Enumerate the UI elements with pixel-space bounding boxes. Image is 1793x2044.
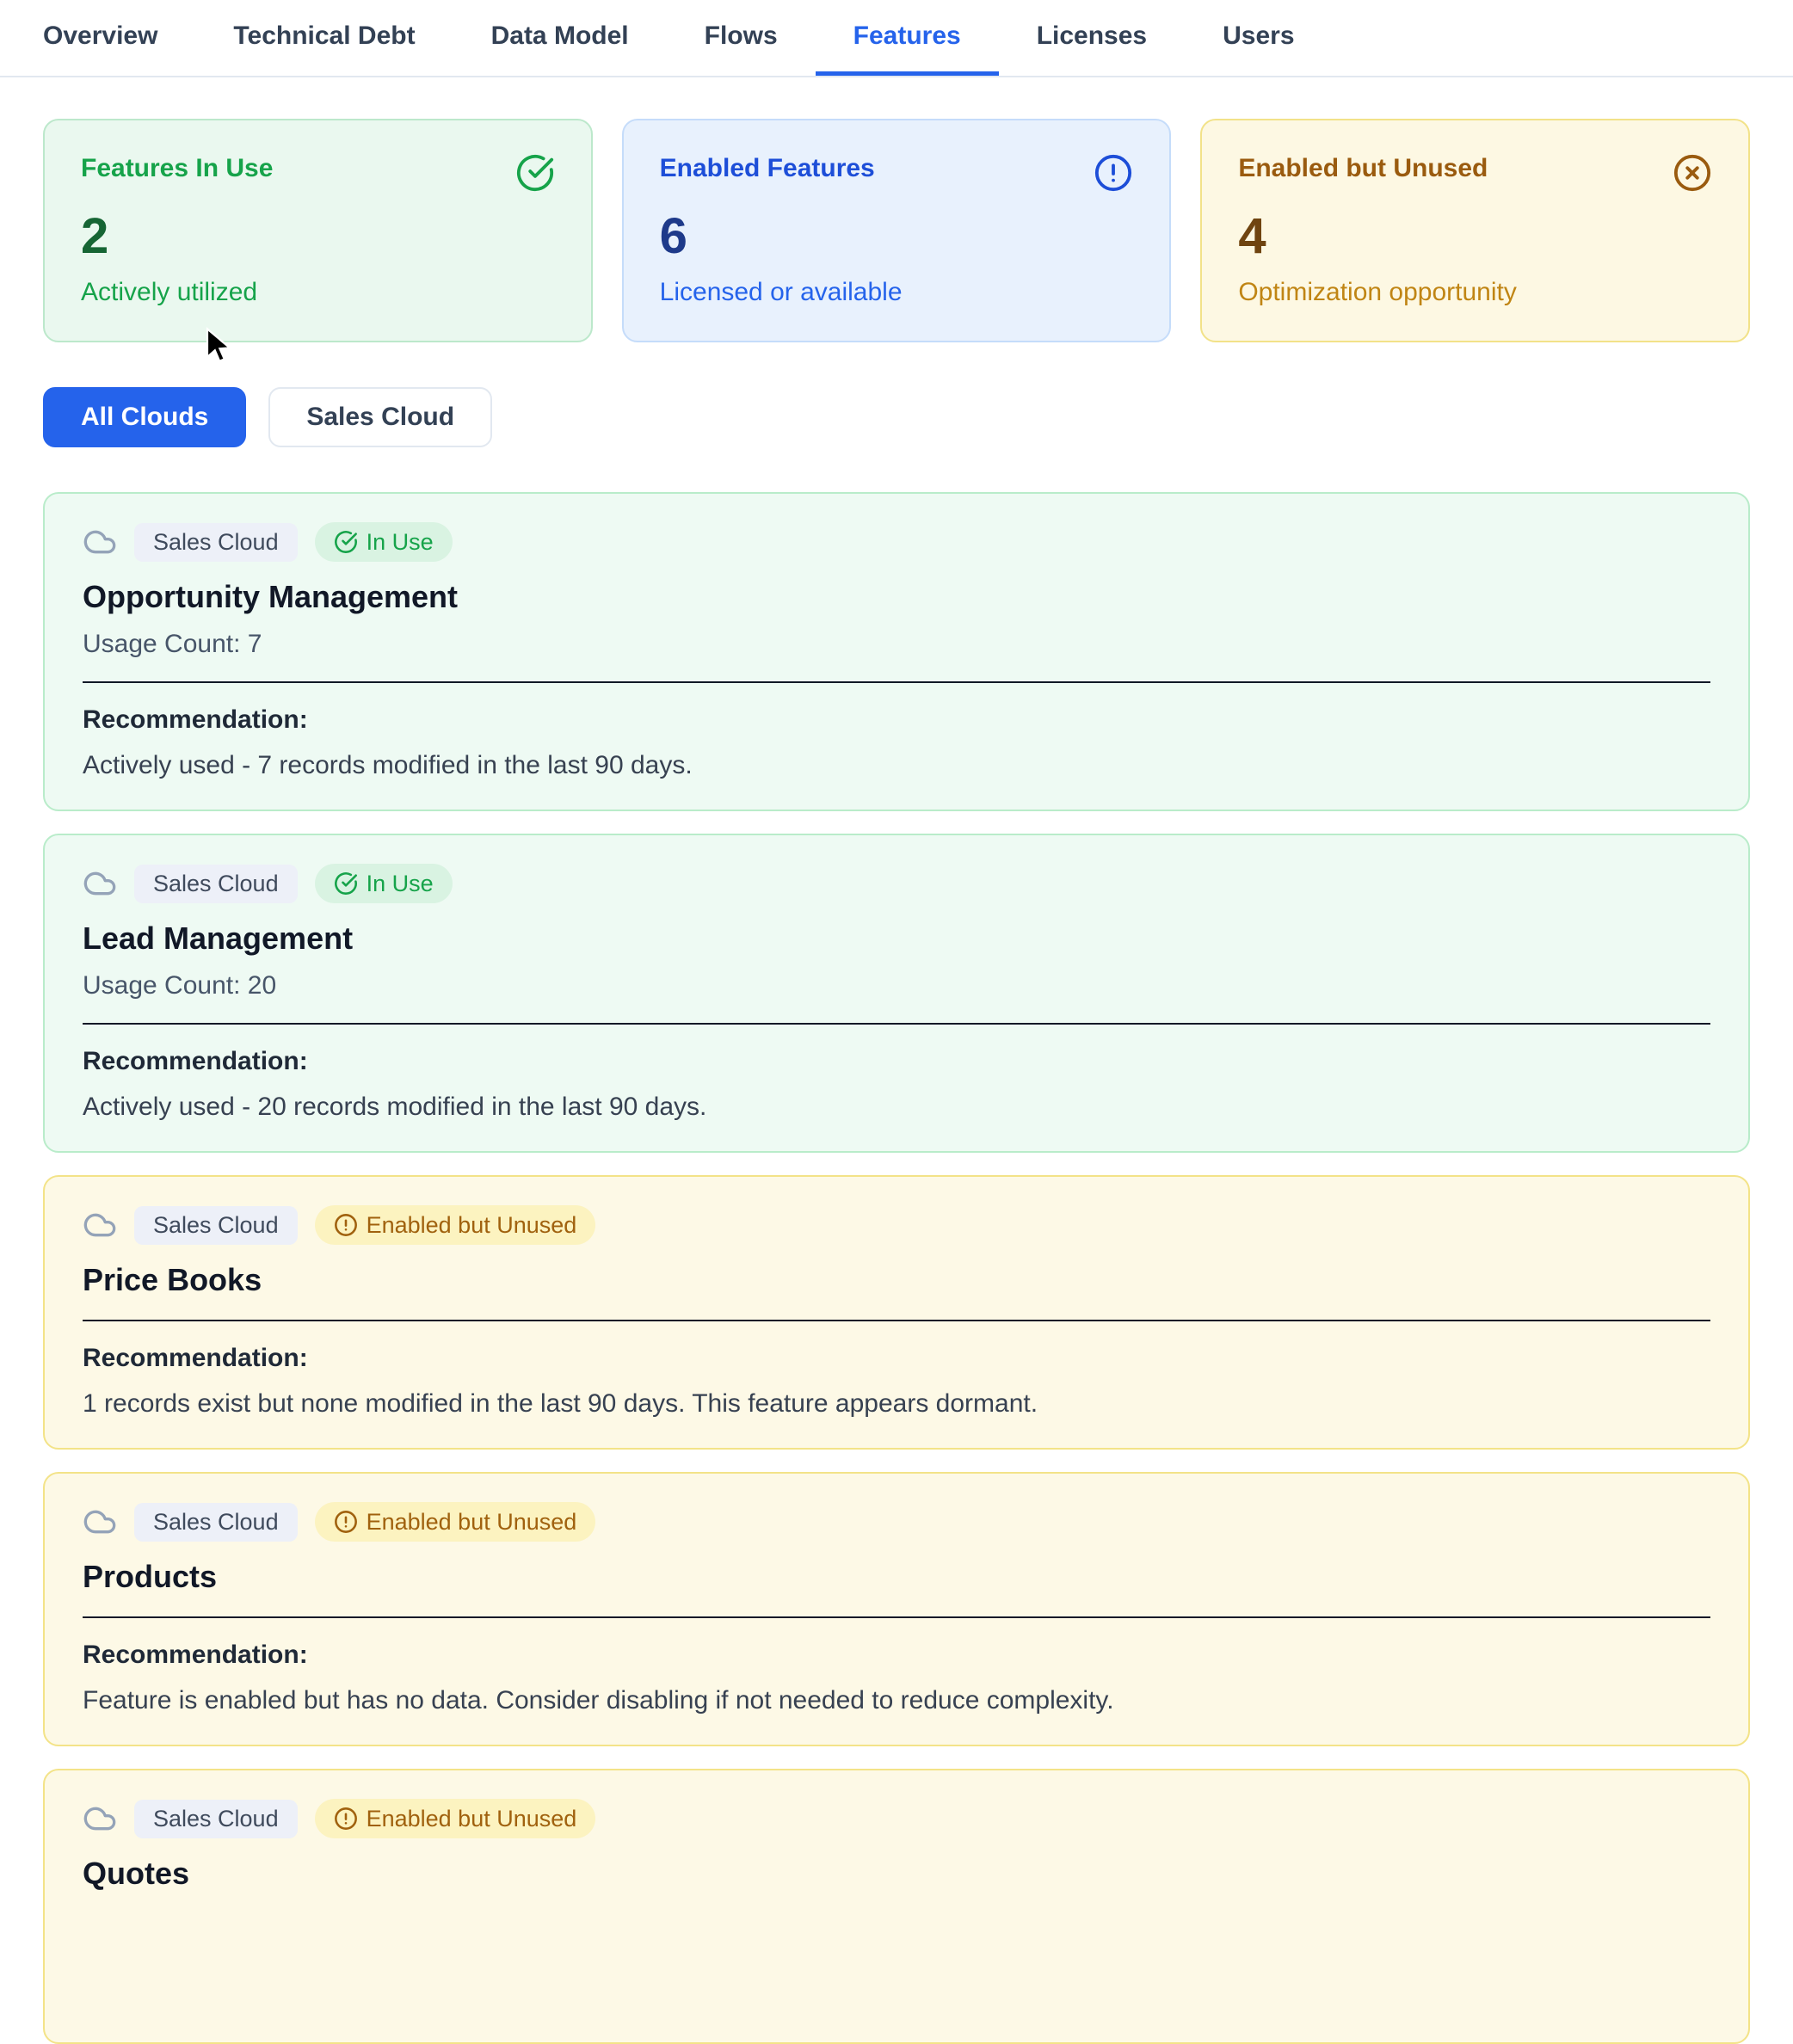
cloud-chip: Sales Cloud: [134, 865, 298, 903]
filter-all-clouds-button[interactable]: All Clouds: [43, 387, 246, 447]
cloud-icon: [83, 1208, 117, 1242]
alert-circle-icon: [334, 1213, 358, 1237]
tab-licenses[interactable]: Licenses: [1036, 21, 1148, 50]
feature-card-lead-management: [43, 834, 1750, 1153]
divider: [83, 681, 1710, 683]
cloud-chip: Sales Cloud: [134, 1800, 298, 1838]
summary-card-value: 2: [81, 208, 109, 264]
status-badge: [315, 864, 453, 903]
cloud-filter-bar: [43, 387, 1750, 447]
summary-card-subtitle: Optimization opportunity: [1238, 278, 1517, 306]
tab-users[interactable]: Users: [1223, 21, 1295, 50]
recommendation-label: Recommendation:: [83, 1641, 308, 1669]
recommendation-label: Recommendation:: [83, 1344, 308, 1372]
summary-card-enabled-features: [622, 119, 1172, 342]
tab-overview[interactable]: Overview: [43, 21, 158, 50]
divider: [83, 1616, 1710, 1618]
cloud-icon: [83, 1801, 117, 1836]
summary-card-enabled-but-unused: [1200, 119, 1750, 342]
feature-title: Price Books: [83, 1262, 262, 1297]
summary-cards: [43, 119, 1750, 342]
cloud-icon: [83, 525, 117, 559]
cloud-chip: Sales Cloud: [134, 1503, 298, 1542]
status-badge: [315, 1799, 596, 1838]
cloud-icon: [83, 866, 117, 901]
summary-card-title: Features In Use: [81, 154, 274, 182]
check-circle-icon: [515, 153, 555, 193]
summary-card-title: Enabled but Unused: [1238, 154, 1488, 182]
feature-list: [43, 492, 1750, 2044]
tab-flows[interactable]: Flows: [704, 21, 778, 50]
alert-circle-icon: [334, 1807, 358, 1831]
cloud-icon: [83, 1505, 117, 1539]
usage-count: Usage Count: 20: [83, 971, 277, 1000]
status-badge-label: Enabled but Unused: [366, 1211, 577, 1238]
alert-circle-icon: [1094, 153, 1133, 193]
recommendation-label: Recommendation:: [83, 705, 308, 734]
recommendation-text: Actively used - 7 records modified in the last 90 days.: [83, 751, 693, 779]
status-badge-label: In Use: [366, 870, 434, 896]
usage-count: Usage Count: 7: [83, 630, 262, 658]
feature-card-quotes: [43, 1769, 1750, 2044]
summary-card-value: 4: [1238, 208, 1266, 264]
summary-card-title: Enabled Features: [659, 154, 875, 182]
feature-title: Products: [83, 1559, 218, 1594]
check-circle-icon: [334, 871, 358, 896]
cloud-chip: Sales Cloud: [134, 523, 298, 562]
divider: [83, 1320, 1710, 1321]
summary-card-subtitle: Actively utilized: [81, 278, 258, 306]
feature-title: Lead Management: [83, 920, 354, 956]
summary-card-value: 6: [659, 208, 687, 264]
feature-title: Opportunity Management: [83, 579, 459, 614]
recommendation-text: Feature is enabled but has no data. Consider disabling if not needed to reduce complexity.: [83, 1686, 1114, 1715]
tab-bar: [0, 0, 1793, 77]
recommendation-text: Actively used - 20 records modified in the last 90 days.: [83, 1093, 707, 1121]
status-badge: [315, 1502, 596, 1542]
summary-card-subtitle: Licensed or available: [659, 278, 903, 306]
status-badge-label: In Use: [366, 528, 434, 555]
tab-features[interactable]: Features: [816, 0, 999, 76]
x-circle-icon: [1673, 153, 1712, 193]
filter-sales-cloud-button[interactable]: Sales Cloud: [268, 387, 492, 447]
check-circle-icon: [334, 530, 358, 554]
feature-card-opportunity-management: [43, 492, 1750, 811]
tab-data-model[interactable]: Data Model: [490, 21, 629, 50]
recommendation-text: 1 records exist but none modified in the last 90 days. This feature appears dormant.: [83, 1389, 1038, 1418]
status-badge: [315, 522, 453, 562]
recommendation-label: Recommendation:: [83, 1047, 308, 1075]
feature-title: Quotes: [83, 1856, 190, 1891]
status-badge: [315, 1205, 596, 1245]
tab-technical-debt[interactable]: Technical Debt: [233, 21, 416, 50]
divider: [83, 1023, 1710, 1025]
cloud-chip: Sales Cloud: [134, 1206, 298, 1245]
alert-circle-icon: [334, 1510, 358, 1534]
status-badge-label: Enabled but Unused: [366, 1508, 577, 1535]
status-badge-label: Enabled but Unused: [366, 1805, 577, 1832]
feature-card-products: [43, 1472, 1750, 1746]
summary-card-features-in-use: [43, 119, 593, 342]
feature-card-price-books: [43, 1175, 1750, 1450]
